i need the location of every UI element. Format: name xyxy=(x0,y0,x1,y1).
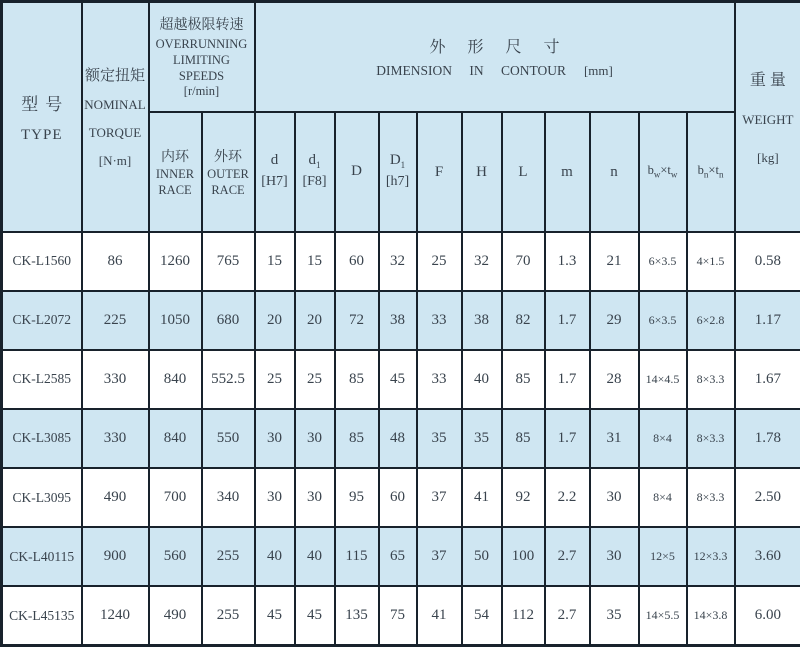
table-row xyxy=(2,409,800,468)
weight-header-zh: 重量 xyxy=(749,72,790,90)
outer-race-en1: OUTER xyxy=(207,166,249,181)
type-header-en: TYPE xyxy=(21,126,63,143)
value-cell: 45 xyxy=(295,586,335,645)
value-cell: 85 xyxy=(502,409,545,468)
value-cell: 33 xyxy=(417,350,462,409)
value-cell: 8×4 xyxy=(639,468,687,527)
col-header-outer-race xyxy=(202,112,255,232)
value-cell: 40 xyxy=(255,527,295,586)
outer-race-zh: 外环 xyxy=(214,149,242,165)
value-cell: 25 xyxy=(295,350,335,409)
speeds-header-en2: LIMITING SPEEDS xyxy=(173,53,230,84)
value-cell: 35 xyxy=(590,586,639,645)
value-cell: 75 xyxy=(379,586,417,645)
value-cell: 25 xyxy=(255,350,295,409)
outer-race-en2: RACE xyxy=(211,182,245,197)
value-cell: 8×3.3 xyxy=(687,350,735,409)
value-cell: 490 xyxy=(82,468,149,527)
value-cell: 1.7 xyxy=(545,291,590,350)
col-header-n: n xyxy=(590,112,639,232)
value-cell: 35 xyxy=(462,409,502,468)
value-cell: 38 xyxy=(462,291,502,350)
value-cell: 70 xyxy=(502,232,545,291)
table-row xyxy=(2,232,800,291)
value-cell: 6×3.5 xyxy=(639,232,687,291)
value-cell: 340 xyxy=(202,468,255,527)
value-cell: 225 xyxy=(82,291,149,350)
col-group-dimension xyxy=(255,2,735,112)
value-cell: 3.60 xyxy=(735,527,800,586)
value-cell: 4×1.5 xyxy=(687,232,735,291)
value-cell: 20 xyxy=(255,291,295,350)
value-cell: 1260 xyxy=(149,232,202,291)
value-cell: 1.78 xyxy=(735,409,800,468)
value-cell: 60 xyxy=(335,232,379,291)
type-cell: CK-L2072 xyxy=(2,291,82,350)
value-cell: 14×3.8 xyxy=(687,586,735,645)
value-cell: 30 xyxy=(295,468,335,527)
value-cell: 28 xyxy=(590,350,639,409)
value-cell: 100 xyxy=(502,527,545,586)
value-cell: 6.00 xyxy=(735,586,800,645)
table-row xyxy=(2,527,800,586)
value-cell: 35 xyxy=(417,409,462,468)
torque-header-zh: 额定扭矩 xyxy=(84,68,145,85)
table-row xyxy=(2,291,800,350)
table-row xyxy=(2,586,800,645)
value-cell: 765 xyxy=(202,232,255,291)
value-cell: 0.58 xyxy=(735,232,800,291)
value-cell: 85 xyxy=(335,409,379,468)
value-cell: 86 xyxy=(82,232,149,291)
type-cell: CK-L1560 xyxy=(2,232,82,291)
value-cell: 112 xyxy=(502,586,545,645)
value-cell: 2.7 xyxy=(545,527,590,586)
value-cell: 255 xyxy=(202,527,255,586)
value-cell: 330 xyxy=(82,409,149,468)
value-cell: 1240 xyxy=(82,586,149,645)
torque-header-unit: [N·m] xyxy=(98,153,132,169)
value-cell: 8×4 xyxy=(639,409,687,468)
table-body xyxy=(2,232,800,646)
weight-header-en: WEIGHT xyxy=(742,112,794,128)
value-cell: 135 xyxy=(335,586,379,645)
value-cell: 1.17 xyxy=(735,291,800,350)
torque-header-en2: TORQUE xyxy=(88,125,142,141)
dimension-header-en xyxy=(376,63,613,79)
value-cell: 14×4.5 xyxy=(639,350,687,409)
value-cell: 115 xyxy=(335,527,379,586)
value-cell: 15 xyxy=(255,232,295,291)
value-cell: 92 xyxy=(502,468,545,527)
value-cell: 30 xyxy=(255,468,295,527)
value-cell: 54 xyxy=(462,586,502,645)
value-cell: 33 xyxy=(417,291,462,350)
value-cell: 41 xyxy=(462,468,502,527)
value-cell: 31 xyxy=(590,409,639,468)
col-header-weight xyxy=(735,2,800,232)
dimension-header-zh: 外形尺寸 xyxy=(429,39,582,57)
value-cell: 30 xyxy=(255,409,295,468)
value-cell: 37 xyxy=(417,468,462,527)
value-cell: 255 xyxy=(202,586,255,645)
value-cell: 21 xyxy=(590,232,639,291)
value-cell: 30 xyxy=(590,468,639,527)
value-cell: 8×3.3 xyxy=(687,468,735,527)
value-cell: 85 xyxy=(502,350,545,409)
value-cell: 65 xyxy=(379,527,417,586)
value-cell: 45 xyxy=(255,586,295,645)
value-cell: 1.7 xyxy=(545,350,590,409)
value-cell: 30 xyxy=(295,409,335,468)
value-cell: 840 xyxy=(149,409,202,468)
dimension-header-en-text: DIMENSION IN CONTOUR xyxy=(376,63,566,79)
value-cell: 552.5 xyxy=(202,350,255,409)
value-cell: 95 xyxy=(335,468,379,527)
col-header-L: L xyxy=(502,112,545,232)
value-cell: 85 xyxy=(335,350,379,409)
col-header-m: m xyxy=(545,112,590,232)
inner-race-en2: RACE xyxy=(158,182,192,197)
type-cell: CK-L45135 xyxy=(2,586,82,645)
col-header-F: F xyxy=(417,112,462,232)
value-cell: 72 xyxy=(335,291,379,350)
col-header-type xyxy=(2,2,82,232)
value-cell: 2.2 xyxy=(545,468,590,527)
value-cell: 1.67 xyxy=(735,350,800,409)
value-cell: 900 xyxy=(82,527,149,586)
type-header-zh: 型号 xyxy=(21,94,70,114)
speeds-header-unit: [r/min] xyxy=(183,84,220,99)
value-cell: 50 xyxy=(462,527,502,586)
value-cell: 1.3 xyxy=(545,232,590,291)
speeds-header-zh: 超越极限转速 xyxy=(159,18,244,34)
col-header-bw-tw: $b_w\times t_w$ xyxy=(639,112,687,232)
value-cell: 40 xyxy=(295,527,335,586)
col-header-H: H xyxy=(462,112,502,232)
value-cell: 1.7 xyxy=(545,409,590,468)
type-cell: CK-L3085 xyxy=(2,409,82,468)
value-cell: 330 xyxy=(82,350,149,409)
value-cell: 12×5 xyxy=(639,527,687,586)
value-cell: 48 xyxy=(379,409,417,468)
value-cell: 6×3.5 xyxy=(639,291,687,350)
value-cell: 32 xyxy=(462,232,502,291)
value-cell: 29 xyxy=(590,291,639,350)
value-cell: 25 xyxy=(417,232,462,291)
inner-race-en1: INNER xyxy=(155,166,195,181)
value-cell: 550 xyxy=(202,409,255,468)
col-header-inner-race xyxy=(149,112,202,232)
speeds-header-en1: OVERRUNNING xyxy=(155,37,248,52)
type-cell: CK-L2585 xyxy=(2,350,82,409)
value-cell: 2.7 xyxy=(545,586,590,645)
col-header-D1: $D_1$ [h7] xyxy=(379,112,417,232)
value-cell: 840 xyxy=(149,350,202,409)
value-cell: 1050 xyxy=(149,291,202,350)
value-cell: 560 xyxy=(149,527,202,586)
value-cell: 45 xyxy=(379,350,417,409)
col-header-D: D xyxy=(335,112,379,232)
value-cell: 15 xyxy=(295,232,335,291)
value-cell: 6×2.8 xyxy=(687,291,735,350)
value-cell: 37 xyxy=(417,527,462,586)
col-header-d: d [H7] xyxy=(255,112,295,232)
value-cell: 41 xyxy=(417,586,462,645)
value-cell: 8×3.3 xyxy=(687,409,735,468)
value-cell: 14×5.5 xyxy=(639,586,687,645)
type-cell: CK-L40115 xyxy=(2,527,82,586)
col-header-bn-tn: $b_n\times t_n$ xyxy=(687,112,735,232)
col-group-speeds xyxy=(149,2,255,112)
value-cell: 490 xyxy=(149,586,202,645)
col-header-torque xyxy=(82,2,149,232)
dimension-header-unit: [mm] xyxy=(583,63,613,79)
value-cell: 38 xyxy=(379,291,417,350)
col-header-d1: $d_1$ [F8] xyxy=(295,112,335,232)
weight-header-unit: [kg] xyxy=(756,150,779,166)
torque-header-en1: NOMINAL xyxy=(84,97,146,113)
type-cell: CK-L3095 xyxy=(2,468,82,527)
value-cell: 680 xyxy=(202,291,255,350)
table-row xyxy=(2,350,800,409)
value-cell: 700 xyxy=(149,468,202,527)
table-row xyxy=(2,468,800,527)
value-cell: 12×3.3 xyxy=(687,527,735,586)
value-cell: 32 xyxy=(379,232,417,291)
value-cell: 40 xyxy=(462,350,502,409)
value-cell: 60 xyxy=(379,468,417,527)
table-header xyxy=(2,2,800,232)
value-cell: 2.50 xyxy=(735,468,800,527)
value-cell: 82 xyxy=(502,291,545,350)
inner-race-zh: 内环 xyxy=(161,149,189,165)
value-cell: 30 xyxy=(590,527,639,586)
value-cell: 20 xyxy=(295,291,335,350)
